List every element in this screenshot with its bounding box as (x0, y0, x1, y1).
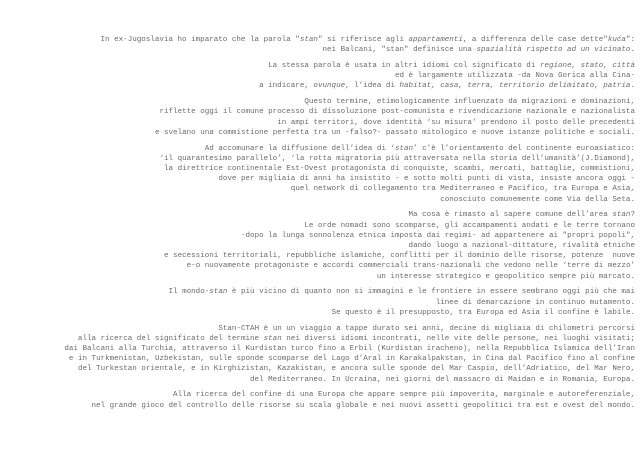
text-segment: ’ c’è l’orientamento del continente euroasiatico: (413, 144, 635, 153)
text-segment: " si riferisce agli (317, 36, 409, 44)
text-segment: Ma cosa è rimasto al sapere comune dell’area (408, 211, 613, 220)
text-segment: dove per migliaia di anni ha insistito - e sotto molti punti di vista, insiste ancora oggi - (218, 175, 635, 184)
text-segment: nei Balcani, "stan" definisce una (322, 46, 477, 55)
text-line (0, 144, 635, 154)
text-line (0, 221, 635, 231)
text-segment-italic: regione, stato, città (539, 62, 635, 70)
text-segment-italic: stan (209, 288, 228, 297)
paragraph (0, 35, 635, 55)
text-segment: e secessioni territoriali, repubbliche islamiche, conflitti per il dominio delle risorse, potenze nuove (163, 252, 635, 261)
text-segment: e svelano una commistione perfetta tra un -falso?- passato mitologico e nuove istanze politiche e sociali. (154, 128, 635, 137)
text-segment: Il mondo- (168, 288, 210, 297)
text-line (0, 272, 635, 282)
text-line (0, 287, 635, 297)
text-segment-italic: stan (299, 36, 318, 44)
text-segment: ed è largamente utilizzata -da Nova Gorica alla Cina- (394, 72, 635, 81)
essay-text (0, 35, 635, 411)
text-line (0, 107, 635, 117)
document-page (0, 35, 635, 411)
text-line (0, 164, 635, 174)
text-line (0, 231, 635, 241)
text-segment-italic: stan (394, 144, 414, 153)
text-segment: un interesse strategico e geopolitico sempre più marcato. (376, 272, 635, 281)
text-segment: ": (625, 36, 635, 44)
text-line (0, 128, 635, 138)
text-line (0, 210, 635, 220)
text-segment: ? (630, 211, 635, 220)
text-segment-italic: spazialità rispetto ad un vicinato (476, 46, 631, 55)
text-line (0, 364, 635, 374)
text-segment: In ex-Jugoslavia ho imparato che la parola " (100, 36, 300, 44)
paragraph (0, 210, 635, 281)
text-line (0, 308, 635, 318)
text-line (0, 45, 635, 55)
text-segment: La stessa parola è usata in altri idiomi col significato di (268, 62, 540, 70)
text-segment-italic: stan (263, 334, 282, 343)
text-segment: -dopo la lunga sonnolenza etnica imposta dai regimi- ad appartenere ai "propri popoli", (240, 231, 635, 240)
text-segment: del Mediterraneo. In Ucraina, nei giorni del massacro di Maidan e in Romania, Europa. (250, 375, 635, 384)
text-segment: riflette oggi il comune processo di dissoluzione post-comunista e rivendicazione nazionale e nazionalista (159, 108, 635, 117)
text-segment: e in Turkmenistan, Uzbekistan, sulle sponde scomparse del Lago d’Aral in Karakalpakstan, in Cina dal Pacifico fino al confine (68, 355, 635, 364)
text-segment: alla ricerca del significato del termine (77, 334, 264, 343)
text-segment: quel network di collegamento tra Mediterraneo e Pacifico, tra Europa e Asia, (290, 185, 635, 194)
text-line (0, 354, 635, 364)
paragraph (0, 390, 635, 410)
text-line (0, 344, 635, 354)
text-segment: dando luogo a nazional-dittature, rivalità etniche (408, 242, 635, 251)
text-segment: , l’idea di (345, 82, 400, 91)
text-segment-italic: habitat, casa, terra, territorio delimitato, patria (399, 82, 631, 91)
text-line (0, 401, 635, 411)
text-segment: dai Balcani alla Turchia, attraverso il Kurdistan turco fino a Erbil (Kurdistan iracheno), nella Repubblica Islamica dell’Iran (64, 345, 635, 354)
text-segment: Alla ricerca del confine di una Europa che appare sempre più impoverita, marginale e autoreferenziale, (173, 391, 635, 400)
text-line (0, 154, 635, 164)
text-line (0, 390, 635, 400)
text-segment: la direttrice continentale Est-Ovest protagonista di conquiste, scambi, mercati, battaglie, commistioni, (163, 165, 635, 174)
text-segment: linee di demarcazione in continuo mutamento. (435, 298, 635, 307)
text-line (0, 174, 635, 184)
text-line (0, 118, 635, 128)
text-segment: a indicare, (259, 82, 314, 91)
text-line (0, 61, 635, 71)
text-segment: Le orde nomadi sono scomparse, gli accampamenti andati e le terre tornano (304, 221, 635, 230)
text-line (0, 81, 635, 91)
text-segment: , a differenza delle case dette" (462, 36, 608, 44)
text-segment: nel grande gioco del controllo delle risorse su scala globale e nei nuovi assetti geopolitici tra est e ovest del mondo. (91, 401, 635, 410)
text-line (0, 261, 635, 271)
paragraph (0, 144, 635, 205)
text-segment: del Turkestan orientale, e in Kirghizistan, Kazakistan, e ancora sulle sponde del Mar Caspio, dell’Adriatico, del Mar Nero, (77, 365, 635, 374)
text-segment: Questo termine, etimologicamente influenzato da migrazioni e dominazioni, (304, 98, 635, 107)
text-line (0, 195, 635, 205)
text-segment: . (630, 46, 635, 55)
text-segment: . (630, 82, 635, 91)
paragraph (0, 287, 635, 318)
text-line (0, 375, 635, 385)
text-segment-italic: appartamenti (408, 36, 463, 44)
text-line (0, 251, 635, 261)
text-line (0, 298, 635, 308)
paragraph (0, 324, 635, 385)
text-segment-italic: ovunque (313, 82, 346, 91)
text-segment: nei diversi idiomi incontrati, nelle vite delle persone, nei luoghi visitati; (281, 334, 635, 343)
text-line (0, 97, 635, 107)
text-segment-italic: kuća (607, 36, 626, 44)
text-segment: è più vicino di quanto non si immagini e le frontiere in essere sembrano oggi più che mai (227, 288, 635, 297)
paragraph (0, 97, 635, 138)
text-segment: Ad accomunare la diffusione dell’idea di ‘ (204, 144, 395, 153)
paragraph (0, 61, 635, 92)
text-line (0, 334, 635, 344)
text-segment: ‘il quarantesimo parallelo’, ‘la rotta migratoria più attraversata nella storia dell’umanità’(J.Diamond), (159, 154, 635, 163)
text-segment: in ampi territori, dove identità ‘su misura’ prendono il posto delle precedenti (277, 118, 635, 127)
text-line (0, 241, 635, 251)
text-line (0, 35, 635, 45)
text-line (0, 184, 635, 194)
text-segment: Stan-CTAH è un un viaggio a tappe durato sei anni, decine di migliaia di chilometri percorsi (218, 324, 635, 333)
text-segment: e-o nuovamente protagoniste e accordi commerciali trans-nazionali che vedono nelle ‘terre di mezzo’ (186, 262, 635, 271)
text-line (0, 71, 635, 81)
text-segment: Se questo è il presupposto, tra Europa ed Asia il confine è labile. (331, 308, 635, 317)
text-segment-italic: stan (612, 211, 631, 220)
text-segment: conosciuto comunemente come Via della Seta. (440, 195, 635, 204)
text-line (0, 324, 635, 334)
